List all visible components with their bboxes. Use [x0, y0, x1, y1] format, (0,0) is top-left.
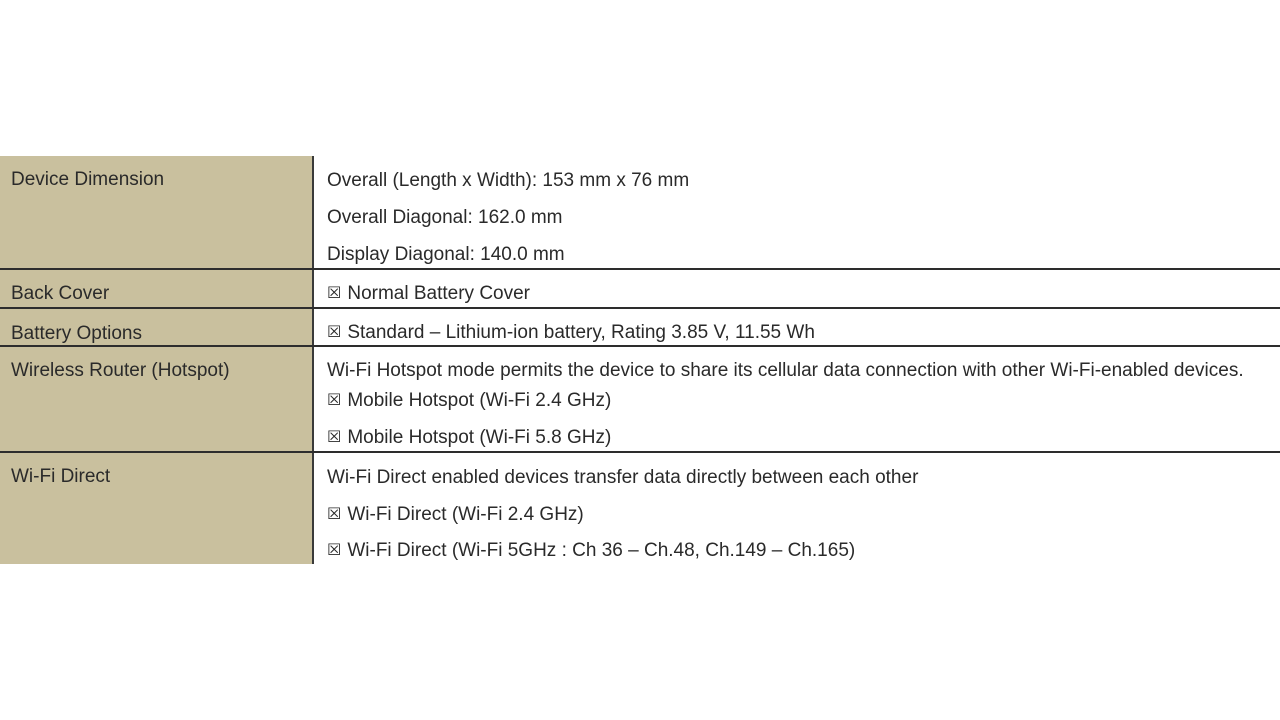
- row-label: Wi-Fi Direct: [11, 466, 111, 487]
- dimension-overall-diagonal: Overall Diagonal: 162.0 mm: [327, 207, 563, 228]
- option-label: Wi-Fi Direct (Wi-Fi 2.4 GHz): [347, 504, 584, 525]
- checkbox-icon: ☒: [327, 504, 342, 523]
- row-description: Wi-Fi Direct enabled devices transfer data directly between each other: [327, 467, 919, 488]
- row-value-cell: [312, 347, 1280, 451]
- option-label: Normal Battery Cover: [347, 283, 531, 304]
- row-value-cell: [312, 156, 1280, 268]
- option-item: [327, 504, 584, 526]
- dimension-display-diagonal: Display Diagonal: 140.0 mm: [327, 244, 565, 265]
- row-description: Wi-Fi Hotspot mode permits the device to share its cellular data connection with other Wi-Fi-enabled devices.: [327, 360, 1244, 381]
- row-label: Back Cover: [11, 283, 110, 304]
- spec-table: [0, 156, 1280, 564]
- table-row-wireless-router: [0, 347, 1280, 453]
- checkbox-icon: ☒: [327, 283, 342, 302]
- row-label-cell: [0, 270, 312, 307]
- table-row-wifi-direct: [0, 453, 1280, 564]
- row-label-cell: [0, 347, 312, 451]
- option-label: Mobile Hotspot (Wi-Fi 5.8 GHz): [347, 427, 612, 448]
- option-item: [327, 390, 611, 412]
- option-item: [327, 283, 530, 305]
- option-label: Wi-Fi Direct (Wi-Fi 5GHz : Ch 36 – Ch.48, Ch.149 – Ch.165): [347, 540, 856, 561]
- option-label: Standard – Lithium-ion battery, Rating 3.85 V, 11.55 Wh: [347, 322, 815, 343]
- row-label: Battery Options: [11, 323, 142, 344]
- row-label-cell: [0, 309, 312, 345]
- row-value-cell: [312, 453, 1280, 564]
- option-label: Mobile Hotspot (Wi-Fi 2.4 GHz): [347, 390, 612, 411]
- checkbox-icon: ☒: [327, 540, 342, 559]
- row-label: Wireless Router (Hotspot): [11, 360, 230, 381]
- checkbox-icon: ☒: [327, 427, 342, 446]
- row-value-cell: [312, 270, 1280, 307]
- checkbox-icon: ☒: [327, 390, 342, 409]
- checkbox-icon: ☒: [327, 322, 342, 341]
- option-item: [327, 427, 611, 449]
- table-row-device-dimension: [0, 156, 1280, 270]
- row-value-cell: [312, 309, 1280, 345]
- row-label-cell: [0, 156, 312, 268]
- table-row-back-cover: [0, 270, 1280, 309]
- option-item: [327, 322, 815, 344]
- option-item: [327, 540, 855, 562]
- row-label: Device Dimension: [11, 169, 165, 190]
- dimension-overall: Overall (Length x Width): 153 mm x 76 mm: [327, 170, 690, 191]
- table-row-battery-options: [0, 309, 1280, 347]
- row-label-cell: [0, 453, 312, 564]
